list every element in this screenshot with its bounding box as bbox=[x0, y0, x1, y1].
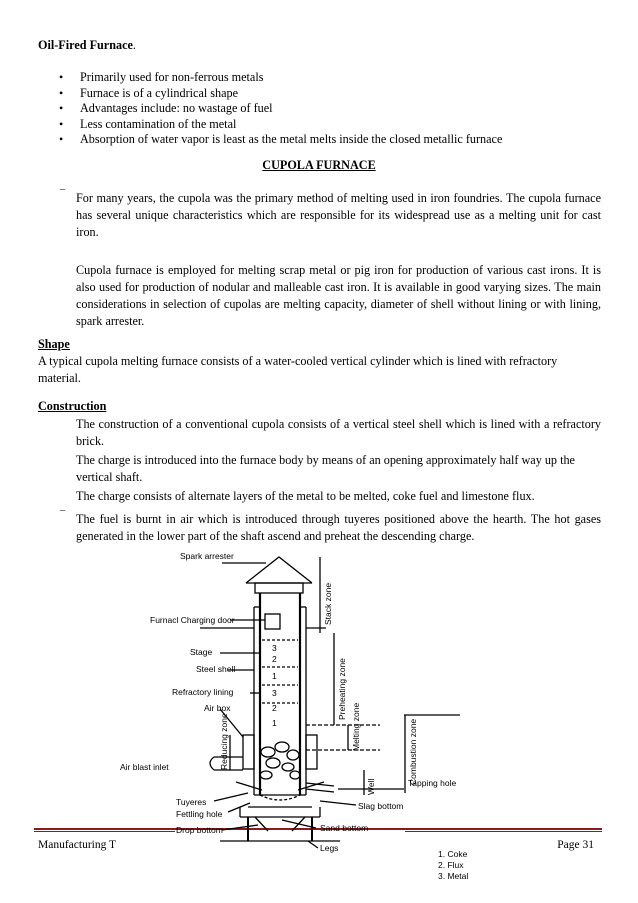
cupola-furnace-diagram bbox=[120, 545, 500, 900]
construction-item: The charge consists of alternate layers of the metal to be melted, coke fuel and limestone flux. bbox=[76, 489, 535, 503]
legend-item: 3. Metal bbox=[438, 871, 469, 881]
diagram-label-legs: Legs bbox=[320, 843, 339, 853]
oil-fired-heading: Oil-Fired Furnace bbox=[38, 38, 133, 52]
charge-layer-label: 3 bbox=[272, 688, 277, 698]
diagram-label-steel-shell: Steel shell bbox=[196, 664, 236, 674]
diagram-label-spark-arrester: Spark arrester bbox=[180, 551, 234, 561]
construction-item: The construction of a conventional cupola consists of a vertical steel shell which is lined with a refractory brick. bbox=[76, 417, 601, 448]
construction-heading: Construction bbox=[38, 399, 107, 413]
charge-layer-label: 3 bbox=[272, 643, 277, 653]
bullet-dash: – bbox=[60, 184, 65, 195]
list-item: • Less contamination of the metal bbox=[57, 117, 502, 133]
list-item: • Absorption of water vapor is least as the metal melts inside the closed metallic furnace bbox=[57, 132, 502, 148]
section-heading-oil-fired bbox=[38, 37, 136, 53]
charge-layer-label: 1 bbox=[272, 671, 277, 681]
list-item: • Advantages include: no wastage of fuel bbox=[57, 101, 502, 117]
diagram-label-reducing-zone: Reducing zone bbox=[219, 713, 229, 770]
diagram-label-stage: Stage bbox=[190, 647, 213, 657]
construction-item: The charge is introduced into the furnace body by means of an opening approximately half way up the vertical shaft. bbox=[76, 453, 575, 484]
diagram-label-tuyeres: Tuyeres bbox=[176, 797, 207, 807]
diagram-label-well: Well bbox=[366, 778, 376, 795]
legend-item: 1. Coke bbox=[438, 849, 468, 859]
shape-heading: Shape bbox=[38, 337, 70, 351]
page-number: Page 31 bbox=[557, 839, 594, 851]
diagram-label-drop-bottom: Drop bottom bbox=[176, 825, 223, 835]
bullet-dash: – bbox=[60, 505, 65, 516]
charge-layer-label: 2 bbox=[272, 654, 277, 664]
diagram-label-sand-bottom: Sand bottom bbox=[320, 823, 369, 833]
diagram-label-tapping-hole: Tapping hole bbox=[408, 778, 457, 788]
diagram-label-fettling-hole: Fettling hole bbox=[176, 809, 223, 819]
cupola-paragraph-1: For many years, the cupola was the primary method of melting used in iron foundries. The cupola furnace has several unique characteristics which are responsible for its widespread use as a melting unit for cast iron. bbox=[76, 191, 601, 239]
diagram-label-combustion-zone: Combustion zone bbox=[408, 718, 418, 785]
oil-fired-heading-suffix: . bbox=[132, 38, 136, 52]
diagram-label-air-box: Air box bbox=[204, 703, 231, 713]
charge-layer-label: 2 bbox=[272, 703, 277, 713]
diagram-label-preheating-zone: Preheating zone bbox=[337, 658, 347, 720]
diagram-legend bbox=[438, 849, 468, 881]
diagram-label-charging-door: Furnacl Charging door bbox=[150, 615, 235, 625]
footer-title: Manufacturing T bbox=[38, 839, 117, 851]
construction-item: The fuel is burnt in air which is introduced through tuyeres positioned above the hearth. The hot gases generated in the lower part of the shaft ascend and preheat the descending charge. bbox=[76, 512, 601, 543]
diagram-label-air-blast-inlet: Air blast inlet bbox=[120, 762, 169, 772]
diagram-label-slag-bottom: Slag bottom bbox=[358, 801, 404, 811]
cupola-furnace-title: CUPOLA FURNACE bbox=[262, 158, 376, 172]
diagram-label-stack-zone: Stack zone bbox=[323, 582, 333, 625]
cupola-paragraph-2: Cupola furnace is employed for melting scrap metal or pig iron for production of various cast irons. It is also used for production of nodular and malleable cast iron. It is available in good varying sizes. The main considerations in selection of cupolas are melting capacity, diameter of shell without lining or with lining, spark arrester. bbox=[76, 263, 601, 328]
charge-layer-label: 1 bbox=[272, 718, 277, 728]
legend-item: 2. Flux bbox=[438, 860, 464, 870]
diagram-label-melting-zone: Melting zone bbox=[351, 702, 361, 751]
list-item: • Primarily used for non-ferrous metals bbox=[57, 70, 502, 86]
oil-fired-bullet-list bbox=[57, 70, 502, 148]
diagram-label-refractory-lining: Refractory lining bbox=[172, 687, 234, 697]
shape-text: A typical cupola melting furnace consists of a water-cooled vertical cylinder which is lined with refractory material. bbox=[38, 354, 558, 385]
list-item: • Furnace is of a cylindrical shape bbox=[57, 86, 502, 102]
